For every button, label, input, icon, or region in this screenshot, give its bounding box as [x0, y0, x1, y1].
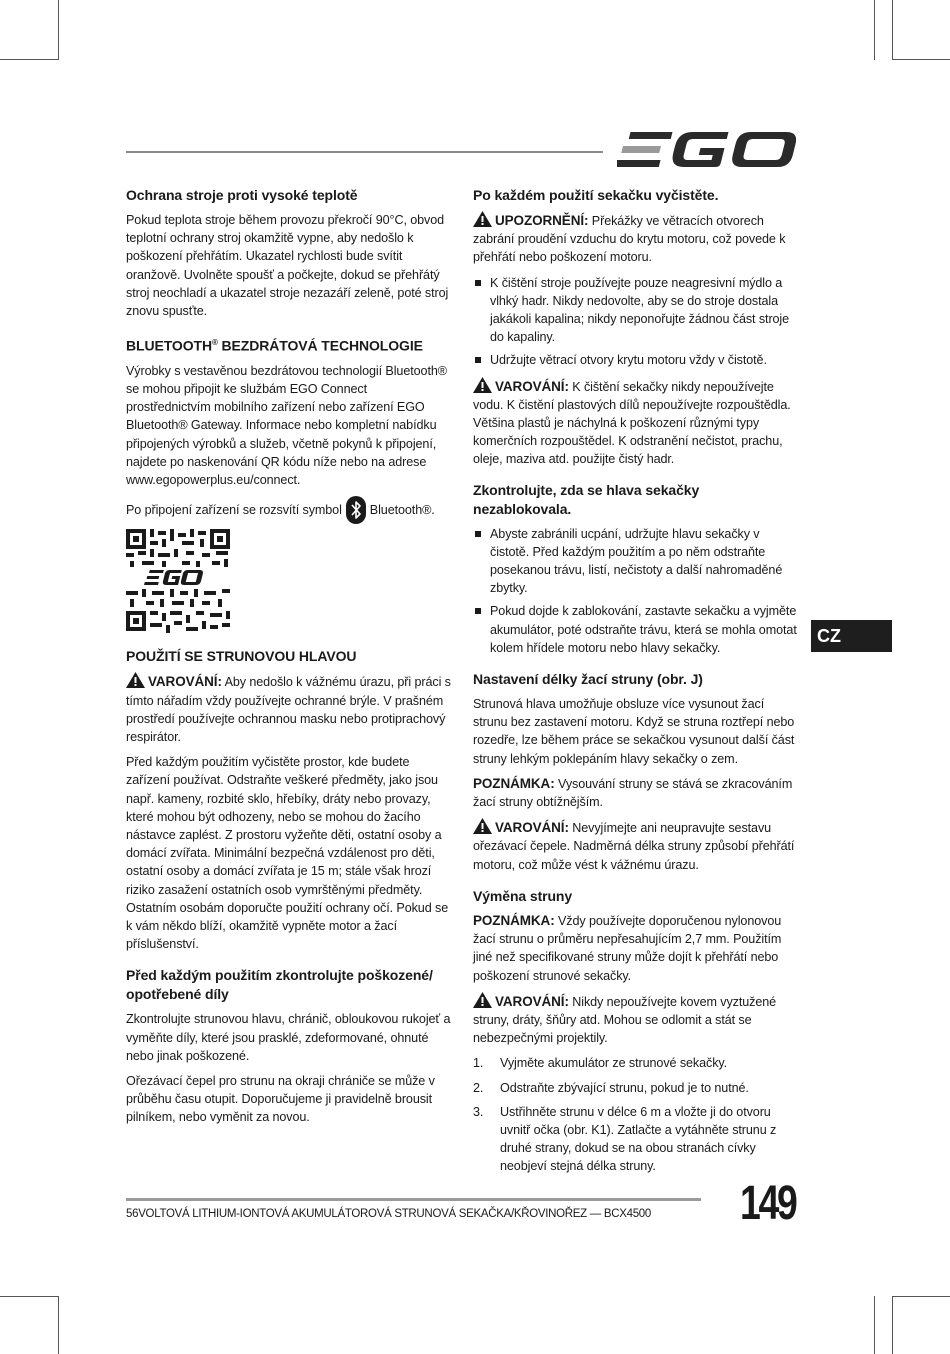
section-title: Výměna struny: [473, 887, 573, 904]
crop-mark: [58, 0, 59, 60]
step-number: 1.: [473, 1056, 484, 1071]
note-label: POZNÁMKA:: [473, 775, 555, 791]
step-text: Ustřihněte strunu v délce 6 m a vložte ji do otvoru uvnitř očka (obr. K1). Zatlačte a vytáhněte strunu z druhé strany, dokud se na obou stranách cívky neobjeví stejná délka struny.: [500, 1104, 777, 1174]
registered-mark: ®: [211, 338, 218, 348]
warning-label: VAROVÁNÍ:: [495, 378, 569, 394]
section-title: [126, 333, 454, 356]
warning-label: VAROVÁNÍ:: [495, 820, 569, 836]
warning-label: VAROVÁNÍ:: [148, 674, 222, 690]
list-item: Udržujte větrací otvory krytu motoru vždy v čistotě.: [473, 351, 801, 369]
warning-icon: [473, 818, 492, 834]
crop-mark: [0, 59, 58, 60]
crop-mark: [892, 59, 950, 60]
bullet-list: [473, 274, 801, 370]
caution-text: Překážky ve větracích otvorech zabrání proudění vzduchu do krytu motoru, což povede k přehřátí nebo poškození motoru.: [473, 214, 786, 265]
qr-code: [126, 529, 232, 633]
step-item: [473, 1054, 801, 1072]
section-title: POUŽITÍ SE STRUNOVOU HLAVOU: [126, 648, 357, 665]
warning-paragraph: [473, 377, 801, 469]
paragraph: Ořezávací čepel pro strunu na okraji chrániče se může v průběhu času otupit. Doporučujeme ji pravidelně brousit pilníkem, nebo vyměnit za novou.: [126, 1073, 435, 1125]
warning-text: Aby nedošlo k vážnému úrazu, při práci s tímto nářadím vždy používejte ochranné brýle. V prašném prostředí používejte ochrannou masku nebo protiprachový respirátor.: [126, 675, 451, 744]
page-number: 149: [740, 1177, 796, 1230]
warning-text: Nevyjímejte ani neupravujte sestavu ořezávací čepele. Nadměrná délka struny způsobí přehřátí motoru, což může vést k vážnému úrazu.: [473, 821, 795, 872]
language-tab: CZ: [811, 620, 892, 652]
warning-paragraph: [473, 992, 801, 1048]
caution-label: UPOZORNĚNÍ:: [495, 213, 589, 228]
section-title: Ochrana stroje proti vysoké teplotě: [126, 187, 358, 203]
bluetooth-icon: [346, 496, 366, 524]
list-item: Abyste zabránili ucpání, udržujte hlavu sekačky v čistotě. Před každým použitím a po něm odstraňte posekanou trávu, listí, nečistoty a další nahromaděné zbytky.: [473, 525, 801, 598]
crop-mark: [892, 1296, 893, 1354]
crop-mark: [892, 1296, 950, 1297]
warning-icon: [473, 377, 492, 393]
note-paragraph: [473, 912, 801, 985]
title-part: BEZDRÁTOVÁ TECHNOLOGIE: [217, 337, 423, 354]
bluetooth-text-before: Po připojení zařízení se rozsvítí symbol: [126, 503, 342, 518]
step-text: Vyjměte akumulátor ze strunové sekačky.: [500, 1056, 728, 1071]
warning-icon: [126, 672, 145, 688]
step-text: Odstraňte zbývající strunu, pokud je to nutné.: [500, 1080, 749, 1095]
warning-icon: [473, 992, 492, 1008]
warning-paragraph: [126, 672, 454, 746]
bluetooth-line: [126, 496, 454, 524]
crop-mark: [892, 0, 893, 60]
crop-mark: [874, 1296, 875, 1354]
note-paragraph: [473, 775, 801, 811]
crop-mark: [874, 0, 875, 60]
warning-paragraph: [473, 818, 801, 874]
list-item: Pokud dojde k zablokování, zastavte sekačku a vyjměte akumulátor, poté odstraňte trávu, která se mohla omotat kolem hřídele motoru nebo hlavy sekačky.: [473, 602, 801, 657]
paragraph: Zkontrolujte strunovou hlavu, chránič, obloukovou rukojeť a vyměňte díly, které jsou prasklé, zdeformované, ohnuté nebo jinak poškozené.: [126, 1012, 451, 1063]
step-item: [473, 1079, 801, 1097]
warning-text: Nikdy nepoužívejte kovem vyztužené struny, dráty, šňůry atd. Mohou se odlomit a stát se nebezpečnými projektily.: [473, 994, 777, 1046]
paragraph: Strunová hlava umožňuje obsluze více vysunout žací strunu bez zastavení motoru. Když se struna roztřepí nebo rozedře, lze během práce se sekačkou vysunout další část struny lehkým poklepáním hlavy sekačky o zem.: [473, 697, 795, 766]
section-title: Nastavení délky žací struny (obr. J): [473, 671, 703, 688]
note-text: Vysouvání struny se stává se zkracováním žací struny obtížnějším.: [473, 776, 793, 810]
crop-mark: [58, 1296, 59, 1354]
left-column: [126, 186, 454, 1134]
step-number: 3.: [473, 1104, 484, 1119]
step-list: [473, 1054, 801, 1175]
section-title: Před každým použitím zkontrolujte poškozené/ opotřebené díly: [126, 967, 433, 1003]
note-text: Vždy používejte doporučenou nylonovou žací strunu o průměru nepřesahujícím 2,7 mm. Použitím jiné než specifikované struny může dojít k přehřátí nebo poškození strunové sekačky.: [473, 913, 782, 983]
caution-paragraph: [473, 211, 801, 267]
header-rule: [126, 151, 603, 153]
paragraph: Výrobky s vestavěnou bezdrátovou technologií Bluetooth® se mohou připojit ke službám EGO Connect prostřednictvím mobilního zařízení nebo zařízení EGO Bluetooth® Gateway. Informace nebo kompletní nabídku připojených výrobků a služeb, včetně pokynů k připojení, najdete po naskenování QR kódu níže nebo na adrese www.egopowerplus.eu/connect.: [126, 363, 447, 488]
bluetooth-text-after: Bluetooth®.: [369, 503, 435, 518]
warning-label: VAROVÁNÍ:: [495, 993, 569, 1009]
step-item: [473, 1103, 801, 1176]
section-title: Zkontrolujte, zda se hlava sekačky nezablokovala.: [473, 481, 700, 517]
paragraph: Před každým použitím vyčistěte prostor, kde budete zařízení používat. Odstraňte veškeré předměty, jako jsou např. kameny, rozbité sklo, hřebíky, dráty nebo provazy, které mohou být odhozeny, nebo se mohou do žacího nástavce zaplést. Z prostoru vyžeňte děti, ostatní osoby a domácí zvířata. Minimální bezpečná vzdálenost pro děti, ostatní osoby a domácí zvířata je 15 m; stále však hrozí riziko zasažení ostatních osob vymrštěnými předměty. Ostatním osobám doporučte použití ochrany očí. Pokud se k vám někdo blíží, okamžitě vypněte motor a žací příslušenství.: [126, 755, 449, 952]
list-item: K čištění stroje používejte pouze neagresivní mýdlo a vlhký hadr. Nikdy nedovolte, aby se do stroje dostala jakákoli kapalina; nikdy neponořujte žádnou část stroje do kapaliny.: [473, 274, 801, 347]
warning-icon: [473, 211, 492, 227]
crop-mark: [0, 1296, 58, 1297]
step-number: 2.: [473, 1080, 484, 1095]
ego-logo: [617, 130, 799, 170]
note-label: POZNÁMKA:: [473, 912, 555, 928]
paragraph: Pokud teplota stroje během provozu překročí 90°C, obvod teplotní ochrany stroj okamžitě vypne, aby nedošlo k poškození přehřátím. Ukazatel rychlosti bude svítit oranžově. Uvolněte spoušť a počkejte, dokud se přehřátý stroj neochladí a ukazatel stroje nezazáří zeleně, poté stroj znovu spusťte.: [126, 213, 449, 319]
warning-text: K čištění sekačky nikdy nepoužívejte vodu. K čistění plastových dílů nepoužívejte rozpouštědla. Většina plastů je náchylná k poškození různými typy komerčních rozpouštědel. K odstranění nečistot, prachu, oleje, maziva atd. použijte čistý hadr.: [473, 379, 791, 467]
footer-text: 56VOLTOVÁ LITHIUM-IONTOVÁ AKUMULÁTOROVÁ STRUNOVÁ SEKAČKA/KŘOVINOŘEZ — BCX4500: [126, 1208, 651, 1220]
title-part: BLUETOOTH: [126, 337, 212, 354]
bullet-list: [473, 525, 801, 657]
right-column: [473, 186, 801, 1182]
footer-rule: [126, 1198, 701, 1201]
section-title: Po každém použití sekačku vyčistěte.: [473, 187, 719, 203]
